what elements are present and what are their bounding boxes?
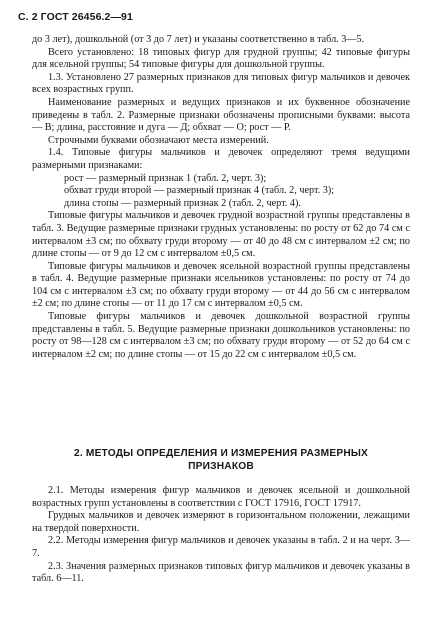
paragraph: 1.3. Установлено 27 размерных признаков для типовых фигур мальчиков и девочек всех возрастных групп. — [32, 71, 410, 96]
paragraph: Типовые фигуры мальчиков и девочек ясельной возрастной группы представлены в табл. 4. Ведущие размерные признаки ясельников установлены: по росту от 74 до 104 см с интервалом ±3 см; по обхвату груди второму — от 44 до 56 см с интервалом ±2 см; по длине стопы — от 11 до 17 см с интервалом ±0,5 см. — [32, 260, 410, 310]
paragraph: Типовые фигуры мальчиков и девочек грудной возрастной группы представлены в табл. 3. Ведущие размерные признаки грудных установлены: по росту от 62 до 74 см с интервалом ±3 см; по обхвату груди второму — от 40 до 48 см с интервалом ±2 см; по длине стопы — от 9 до 12 см с интервалом ±0,5 см. — [32, 210, 410, 260]
list-item: обхват груди второй — размерный признак 4 (табл. 2, черт. 3); — [64, 185, 335, 197]
section-2-body — [32, 485, 410, 586]
paragraph: Наименование размерных и ведущих признаков и их буквенное обозначение приведены в табл. 2. Размерные признаки обозначены прописными буквами: высота — В; длина, расстояние и дуга — Д; обхват — О; рост — Р. — [32, 96, 410, 134]
list-item: рост — размерный признак 1 (табл. 2, черт. 3); — [64, 172, 267, 184]
paragraph: 1.4. Типовые фигуры мальчиков и девочек определяют тремя ведущими размерными признаками: — [32, 147, 410, 171]
page-header: С. 2 ГОСТ 26456.2—91 — [18, 11, 133, 23]
paragraph: Строчными буквами обозначают места измерений. — [48, 134, 269, 146]
section-title-line: ПРИЗНАКОВ — [188, 461, 254, 472]
section-title-line: 2. МЕТОДЫ ОПРЕДЕЛЕНИЯ И ИЗМЕРЕНИЯ РАЗМЕРНЫХ — [73, 448, 369, 459]
paragraph: Всего установлено: 18 типовых фигур для грудной группы; 42 типовые фигуры для ясельной группы; 54 типовые фигуры для дошкольной группы. — [32, 46, 410, 71]
paragraph: Грудных мальчиков и девочек измеряют в горизонтальном положении, лежащими на твердой поверхности. — [32, 510, 410, 534]
paragraph: 2.2. Методы измерения фигур мальчиков и девочек указаны в табл. 2 и на черт. 3—7. — [32, 535, 410, 559]
paragraph: 2.3. Значения размерных признаков типовых фигур мальчиков и девочек указаны в табл. 6—11. — [32, 560, 410, 585]
section-title — [32, 447, 410, 473]
paragraph: 2.1. Методы измерения фигур мальчиков и девочек ясельной и дошкольной возрастных групп установлены в соответствии с ГОСТ 17916, ГОСТ 17917. — [32, 485, 410, 509]
section-1-body — [32, 34, 410, 361]
paragraph: Типовые фигуры мальчиков и девочек дошкольной возрастной группы представлены в табл. 5. Ведущие размерные признаки дошкольников установлены: по росту от 98—128 см с интервалом ±3 см; по обхвату груди второму — от 52 до 64 см с интервалом ±2 см; по длине стопы — от 15 до 22 см с интервалом ±0,5 см. — [32, 311, 410, 360]
list-item: длина стопы — размерный признак 2 (табл. 2, черт. 4). — [64, 197, 301, 209]
paragraph: до 3 лет), дошкольной (от 3 до 7 лет) и указаны соответственно в табл. 3—5. — [32, 34, 365, 45]
